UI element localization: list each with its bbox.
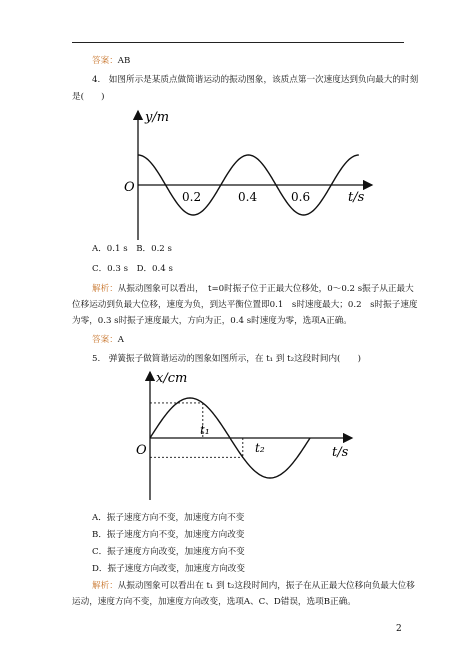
chart2-spring-oscillator-graph [130, 368, 360, 504]
q4-answer-line [92, 333, 124, 347]
answer-label: 答案： [92, 335, 118, 345]
q5-analysis-line1: 解析：从振动图象可以看出在 t₁ 到 t₂这段时间内，振子在从正最大位移向负最大位移 [92, 581, 415, 591]
chart1-vibration-graph [110, 105, 380, 245]
q5-stem: 5. 弹簧振子做简谐运动的图象如图所示，在 t₁ 到 t₂这段时间内( ) [92, 354, 361, 364]
q4-stem-line1: 4. 如图所示是某质点做简谐运动的振动图象，该质点第一次速度达到负向最大的时刻 [92, 75, 419, 85]
q5-analysis-line2: 运动，速度方向不变，加速度方向改变，选项A、C、D错误，选项B正确。 [72, 597, 356, 607]
answer-label: 答案： [92, 56, 118, 66]
q5-option-b: B．振子速度方向不变，加速度方向改变 [92, 530, 245, 540]
chart1-origin: O [124, 180, 135, 195]
q5-option-d: D．振子速度方向改变，加速度方向改变 [92, 564, 245, 574]
chart1-ylabel: y/m [145, 110, 170, 125]
q4-stem-line2: 是( ) [72, 92, 105, 102]
q4-analysis-line1: 解析：从振动图象可以看出， t=0时振子位于正最大位移处，0～0.2 s振子从正最大 [92, 284, 414, 294]
chart2-t1-label: t₁ [200, 423, 210, 437]
analysis-label: 解析： [92, 284, 118, 294]
q4-analysis-line3: 为零，0.3 s时振子速度最大，方向为正，0.4 s时速度为零，选项A正确。 [72, 316, 352, 326]
q4-options-row2: C．0.3 s D．0.4 s [92, 264, 173, 274]
analysis-label: 解析： [92, 581, 118, 591]
chart2-t2-label: t₂ [255, 441, 265, 455]
q5-option-c: C．振子速度方向改变，加速度方向不变 [92, 547, 245, 557]
chart1-tick-0: 0.2 [182, 190, 202, 204]
chart1-tick-1: 0.4 [238, 190, 258, 204]
chart2-ylabel: x/cm [156, 371, 188, 386]
q4-answer: A [117, 335, 125, 345]
q5-option-a: A．振子速度方向不变，加速度方向不变 [92, 513, 245, 523]
q4-options-row1: A．0.1 s B．0.2 s [92, 244, 172, 254]
chart2-origin: O [136, 443, 147, 458]
top-rule [72, 42, 404, 43]
q3-answer: AB [117, 56, 131, 66]
q3-answer-line [92, 54, 130, 68]
chart1-xlabel: t/s [348, 190, 365, 205]
chart2-xlabel: t/s [332, 445, 349, 460]
page-number: 2 [396, 624, 402, 634]
chart1-tick-2: 0.6 [291, 190, 311, 204]
q4-analysis-line2: 位移运动到负最大位移，速度为负，到达平衡位置即0.1 s时速度最大；0.2 s时振子速度 [72, 300, 418, 310]
